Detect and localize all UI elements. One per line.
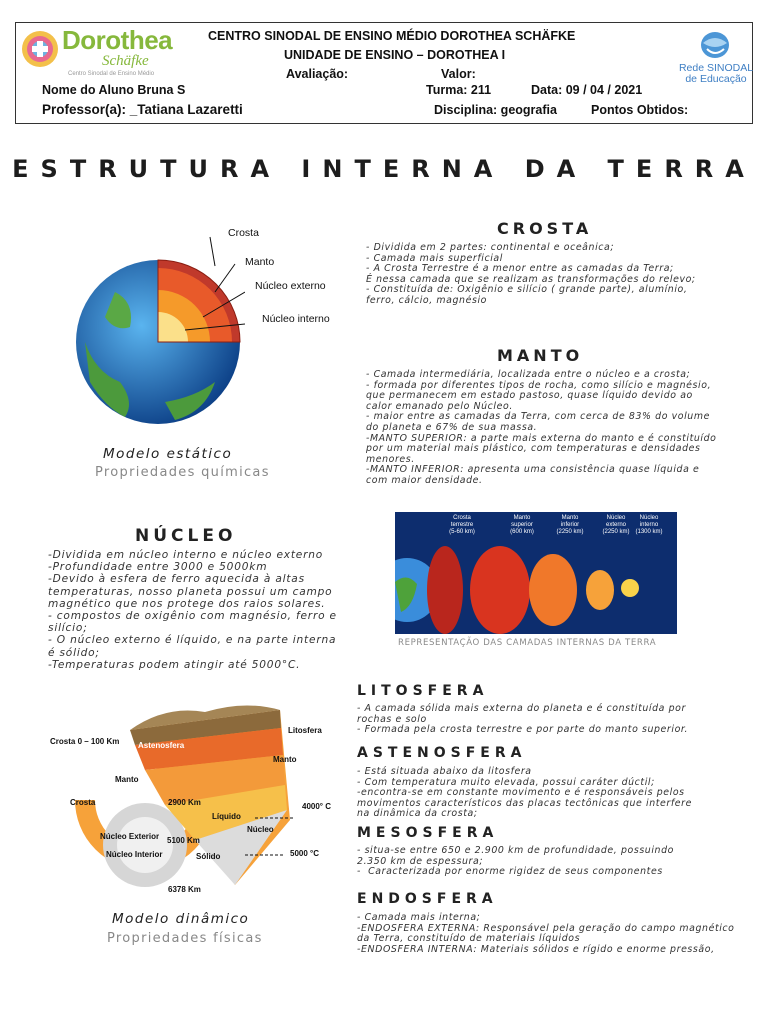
mesosfera-line: 2.350 km de espessura;	[357, 855, 484, 867]
layer-label-name: Manto	[561, 515, 579, 521]
litosfera-line: - A camada sólida mais externa do planeta e é constituída por	[357, 703, 686, 714]
nucleo-text	[48, 549, 348, 671]
nucleo-line: -Temperaturas podem atingir até 5000°C.	[48, 658, 301, 671]
astenosfera-line: movimentos característicos das placas tectônicas que interfere	[357, 797, 692, 809]
dyn-label-nucleo-exterior: Núcleo Exterior	[100, 832, 160, 841]
disciplina-field: Disciplina: geografia	[434, 103, 557, 117]
professor-field: Professor(a): _Tatiana Lazaretti	[42, 102, 243, 117]
layer-label-0	[442, 515, 482, 536]
layer-label-name: Núcleo	[606, 515, 626, 521]
astenosfera-line: - Está situada abaixo da litosfera	[357, 766, 532, 777]
layer-label-sub: interno	[639, 522, 659, 528]
crosta-heading: CROSTA	[497, 219, 593, 238]
manto-line: - Camada intermediária, localizada entre o núcleo e a crosta;	[366, 369, 691, 380]
crosta-line: - Constituída de: Oxigênio e silício ( grande parte), alumínio,	[366, 284, 688, 296]
header-box	[15, 22, 753, 124]
globe-label-nucleo-interno: Núcleo interno	[262, 313, 330, 325]
litosfera-text	[357, 704, 752, 736]
manto-line: do planeta e 67% de sua massa.	[366, 421, 538, 433]
logo-name: Dorothea	[62, 25, 173, 55]
rede-sinodal-logo-icon	[698, 29, 732, 61]
dyn-label-crosta: Crosta	[70, 798, 96, 807]
astenosfera-line: - Com temperatura muito elevada, possui caráter dúctil;	[357, 776, 655, 788]
nucleo-line: silício;	[48, 622, 88, 635]
earth-cutaway-icon	[75, 232, 245, 432]
layer-label-2	[550, 515, 590, 536]
rede-line2: de Educação	[685, 73, 747, 85]
nucleo-line: - compostos de oxigênio com magnésio, ferro e	[48, 610, 337, 623]
endosfera-line: - Camada mais interna;	[357, 912, 481, 923]
crosta-line: - A Crosta Terrestre é a menor entre as camadas da Terra;	[366, 263, 674, 275]
dynamic-subcaption: Propriedades físicas	[107, 931, 263, 946]
layer-label-sub: terrestre	[450, 522, 474, 528]
endosfera-heading: ENDOSFERA	[357, 891, 498, 907]
mesosfera-line: - situa-se entre 650 e 2.900 km de profundidade, possuindo	[357, 845, 674, 856]
crosta-line: - Camada mais superficial	[366, 252, 503, 264]
dyn-label-nucleo-interior: Núcleo Interior	[106, 850, 163, 859]
astenosfera-line: na dinâmica da crosta;	[357, 808, 478, 820]
layer-label-1	[502, 515, 542, 536]
layer-label-sub: externo	[605, 522, 626, 528]
logo-tag: Centro Sinodal de Ensino Médio	[68, 71, 155, 77]
layer-label-3	[598, 515, 634, 536]
nucleo-line: é sólido;	[48, 646, 100, 659]
mesosfera-line: - Caracterizada por enorme rigidez de seus componentes	[357, 866, 663, 878]
avaliacao-label: Avaliação:	[286, 67, 349, 81]
dyn-label-5100: 5100 Km	[167, 836, 200, 845]
nucleo-line: temperaturas, nosso planeta possui um campo	[48, 585, 333, 598]
endosfera-line: -ENDOSFERA EXTERNA: Responsável pela geração do campo magnético	[357, 922, 735, 934]
litosfera-line: rochas e solo	[357, 713, 427, 725]
layer-label-depth: (2250 km)	[556, 529, 584, 535]
crosta-text	[366, 243, 751, 307]
layer-label-sub: superior	[511, 522, 533, 528]
valor-label: Valor:	[441, 67, 476, 81]
dyn-label-2900: 2900 Km	[168, 798, 201, 807]
layer-label-sub: inferior	[560, 522, 580, 528]
endosfera-text	[357, 913, 757, 955]
dyn-label-manto-left: Manto	[115, 775, 139, 784]
logo-sub: Schäfke	[102, 53, 149, 69]
manto-text	[366, 370, 756, 487]
astenosfera-heading: ASTENOSFERA	[357, 745, 527, 761]
dynamic-caption: Modelo dinâmico	[112, 911, 250, 927]
dyn-label-nucleo: Núcleo	[247, 825, 274, 834]
astenosfera-text	[357, 767, 752, 820]
layer-label-depth: (1300 km)	[635, 529, 663, 535]
manto-line: - maior entre as camadas da Terra, com cerca de 83% do volume	[366, 411, 710, 423]
nucleo-heading: NÚCLEO	[135, 526, 237, 546]
nucleo-line: -Dividida em núcleo interno e núcleo externo	[48, 549, 324, 561]
nucleo-line: - O núcleo externo é líquido, e na parte interna	[48, 634, 337, 647]
endosfera-line: -ENDOSFERA INTERNA: Materiais sólidos e rígido e enorme pressão,	[357, 943, 715, 955]
nucleo-line: magnético que nos protege dos raios solares.	[48, 597, 326, 610]
manto-heading: MANTO	[497, 346, 584, 365]
dyn-label-crosta-km: Crosta 0 – 100 Km	[50, 737, 120, 746]
turma-field: Turma: 211	[426, 83, 492, 97]
manto-line: por um material mais plástico, com temperaturas e densidades	[366, 443, 701, 455]
dyn-label-liquido: Líquido	[212, 812, 241, 821]
layers-caption: REPRESENTAÇÃO DAS CAMADAS INTERNAS DA TERRA	[398, 638, 657, 648]
school-logo-icon	[20, 29, 60, 69]
layer-label-depth: (600 km)	[510, 529, 534, 535]
nucleo-line: -Devido à esfera de ferro aquecida à altas	[48, 573, 305, 586]
school-line2: UNIDADE DE ENSINO – DOROTHEA I	[284, 48, 506, 62]
layer-label-name: Manto	[513, 515, 531, 521]
mesosfera-text	[357, 846, 752, 878]
crosta-line: ferro, cálcio, magnésio	[366, 294, 487, 306]
dyn-label-astenosfera: Astenosfera	[138, 741, 185, 750]
manto-line: com maior densidade.	[366, 474, 483, 486]
crosta-line: É nessa camada que se realizam as transformações do relevo;	[366, 273, 696, 285]
globe-label-manto: Manto	[245, 256, 275, 268]
layer-label-name: Crosta	[453, 515, 471, 521]
manto-line: calor emanado pelo Núcleo.	[366, 400, 513, 412]
litosfera-line: - Formada pela crosta terrestre e por parte do manto superior.	[357, 724, 689, 736]
pontos-field: Pontos Obtidos:	[591, 103, 689, 117]
globe-subcaption: Propriedades químicas	[95, 465, 270, 480]
endosfera-line: da Terra, constituído de materiais líquidos	[357, 933, 581, 945]
page-title: ESTRUTURA INTERNA DA TERRA	[12, 155, 756, 183]
layer-label-depth: (5-60 km)	[449, 529, 475, 535]
mesosfera-heading: MESOSFERA	[357, 825, 499, 841]
dyn-label-solido: Sólido	[196, 852, 221, 861]
manto-line: -MANTO INFERIOR: apresenta uma consistência quase líquida e	[366, 464, 700, 476]
data-field: Data: 09 / 04 / 2021	[531, 83, 643, 97]
rede-line1: Rede SINODAL	[678, 62, 754, 74]
dyn-label-6378: 6378 Km	[168, 885, 201, 894]
globe-caption: Modelo estático	[103, 446, 233, 462]
layer-label-depth: (2250 km)	[602, 529, 630, 535]
nucleo-line: -Profundidade entre 3000 e 5000km	[48, 561, 268, 574]
globe-label-nucleo-externo: Núcleo externo	[255, 280, 326, 292]
manto-line: - formada por diferentes tipos de rocha, como silício e magnésio,	[366, 379, 712, 391]
dyn-label-4000: 4000° C	[302, 802, 331, 811]
manto-line: que permanecem em estado pastoso, quase líquido devido ao	[366, 390, 693, 402]
layer-label-name: Núcleo	[639, 515, 659, 521]
dyn-label-litosfera: Litosfera	[288, 726, 322, 735]
crosta-line: - Dividida em 2 partes: continental e oceânica;	[366, 242, 615, 253]
aluno-field: Nome do Aluno Bruna S	[42, 83, 186, 97]
astenosfera-line: -encontra-se em constante movimento e é responsáveis pelos	[357, 787, 685, 799]
litosfera-heading: LITOSFERA	[357, 683, 489, 699]
school-line1: CENTRO SINODAL DE ENSINO MÉDIO DOROTHEA SCHÄFKE	[208, 29, 576, 43]
globe-label-crosta: Crosta	[228, 227, 259, 239]
manto-line: menores.	[366, 453, 415, 465]
dyn-label-5000: 5000 °C	[290, 849, 319, 858]
dyn-label-manto-right: Manto	[273, 755, 297, 764]
layer-label-4	[632, 515, 666, 536]
manto-line: -MANTO SUPERIOR: a parte mais externa do manto e é constituído	[366, 432, 717, 444]
